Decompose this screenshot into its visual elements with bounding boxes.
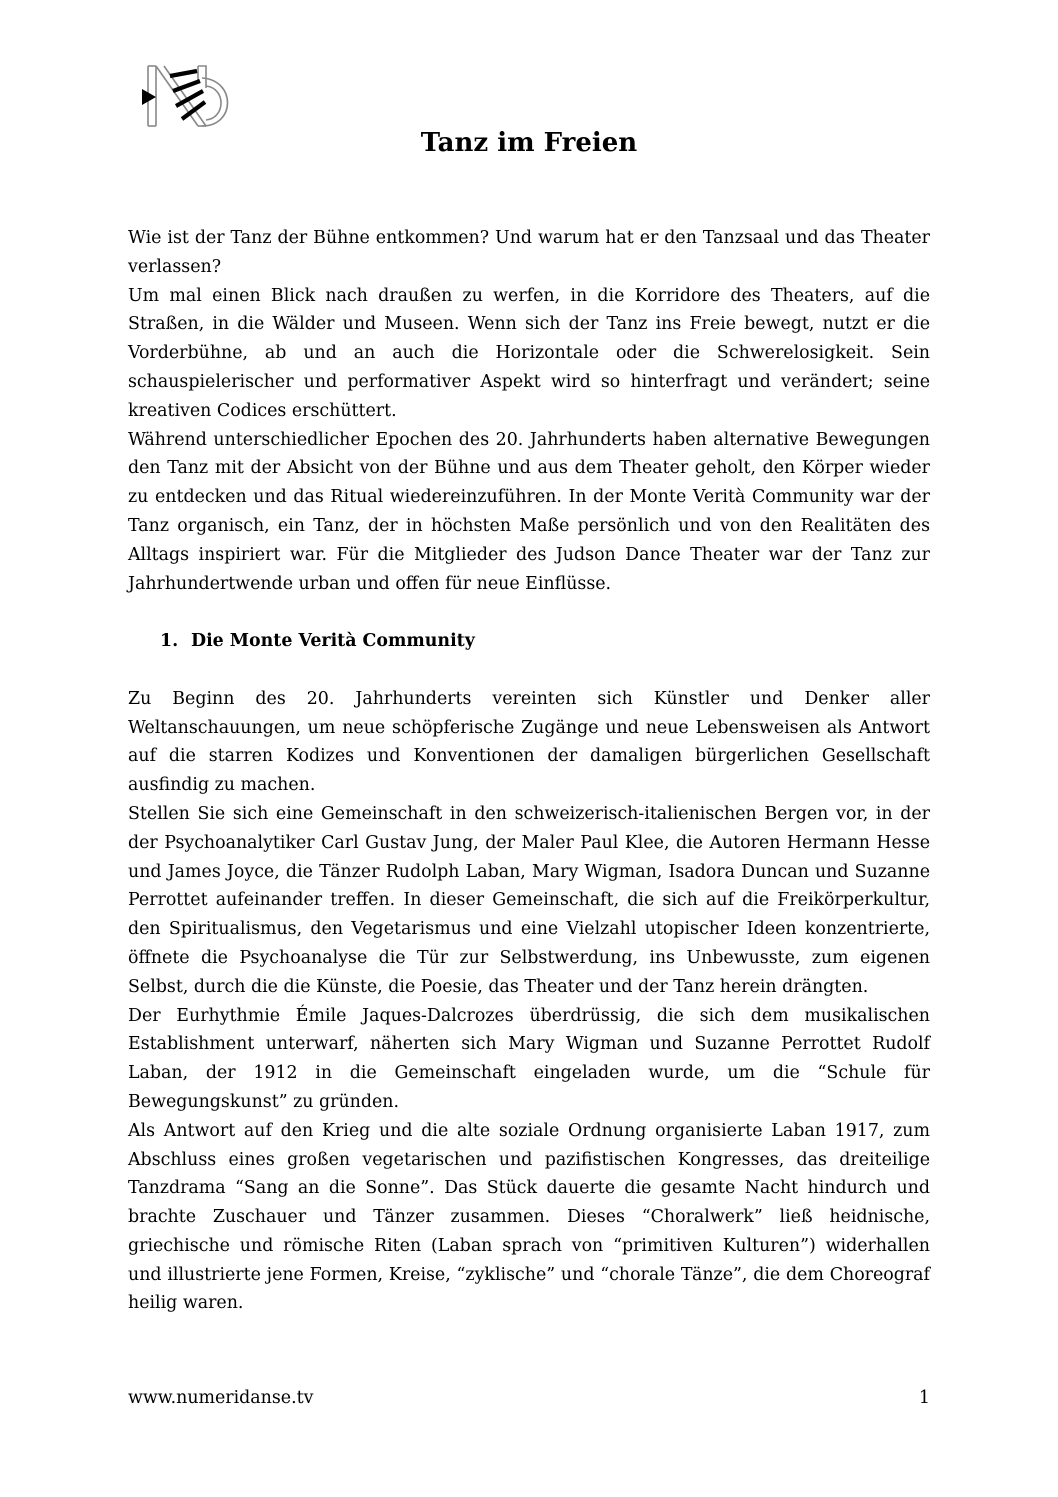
section-heading-text: Die Monte Verità Community bbox=[191, 631, 475, 652]
section-paragraph: Der Eurhythmie Émile Jaques-Dalcrozes überdrüssig, die sich dem musikalischen Establishment unterwarf, näherten sich Mary Wigman und Suzanne Perrottet Rudolf Laban, der 1912 in die Gemeinschaft eingeladen wurde, um die “Schule für Bewegungskunst” zu gründen. bbox=[128, 1005, 930, 1112]
page-number: 1 bbox=[918, 1388, 930, 1408]
intro-paragraph: Wie ist der Tanz der Bühne entkommen? Und warum hat er den Tanzsaal und das Theater verlassen? bbox=[128, 228, 930, 277]
intro-paragraph: Während unterschiedlicher Epochen des 20. Jahrhunderts haben alternative Bewegungen den Tanz mit der Absicht von der Bühne und aus dem Theater geholt, den Körper wieder zu entdecken und das Ritual wiedereinzuführen. In der Monte Verità Community war der Tanz organisch, ein Tanz, der in höchsten Maße persönlich und von den Realitäten des Alltags inspiriert war. Für die Mitglieder des Judson Dance Theater war der Tanz zur Jahrhundertwende urban und offen für neue Einflüsse. bbox=[128, 429, 930, 594]
page-title: Tanz im Freien bbox=[420, 128, 638, 158]
footer-url: www.numeridanse.tv bbox=[128, 1388, 314, 1408]
section-paragraph: Als Antwort auf den Krieg und die alte soziale Ordnung organisierte Laban 1917, zum Abschluss eines großen vegetarischen und pazifistischen Kongresses, das dreiteilige Tanzdrama “Sang an die Sonne”. Das Stück dauerte die gesamte Nacht hindurch und brachte Zuschauer und Tänzer zusammen. Dieses “Choralwerk” ließ heidnische, griechische und römische Riten (Laban sprach von “primitiven Kulturen”) widerhallen und illustrierte jene Formen, Kreise, “zyklische” und “chorale Tänze”, die dem Choreograf heilig waren. bbox=[128, 1120, 930, 1314]
intro-paragraph: Um mal einen Blick nach draußen zu werfen, in die Korridore des Theaters, auf die Straßen, in die Wälder und Museen. Wenn sich der Tanz ins Freie bewegt, nutzt er die Vorderbühne, ab und an auch die Horizontale oder die Schwerelosigkeit. Sein schauspielerischer und performativer Aspekt wird so hinterfragt und verändert; seine kreativen Codices erschüttert. bbox=[128, 285, 930, 421]
section-number: 1. bbox=[160, 631, 179, 652]
numeridanse-logo-icon bbox=[140, 64, 240, 130]
section-paragraph: Zu Beginn des 20. Jahrhunderts vereinten sich Künstler und Denker aller Weltanschauungen, um neue schöpferische Zugänge und neue Lebensweisen als Antwort auf die starren Kodizes und Konventionen der damaligen bürgerlichen Gesellschaft ausfindig zu machen. bbox=[128, 688, 930, 796]
page-footer bbox=[128, 1384, 930, 1414]
section-paragraph: Stellen Sie sich eine Gemeinschaft in den schweizerisch-italienischen Bergen vor, in der der Psychoanalytiker Carl Gustav Jung, der Maler Paul Klee, die Autoren Hermann Hesse und James Joyce, die Tänzer Rudolph Laban, Mary Wigman, Isadora Duncan und Suzanne Perrottet aufeinander treffen. In dieser Gemeinschaft, die sich auf die Freikörperkultur, den Spiritualismus, den Vegetarismus und eine Vielzahl utopischer Ideen konzentrierte, öffnete die Psychoanalyse die Tür zur Selbstwerdung, ins Unbewusste, zum eigenen Selbst, durch die die Künste, die Poesie, das Theater und der Tanz herein drängten. bbox=[128, 803, 930, 997]
section-heading bbox=[160, 627, 930, 656]
document-body bbox=[128, 224, 930, 1318]
